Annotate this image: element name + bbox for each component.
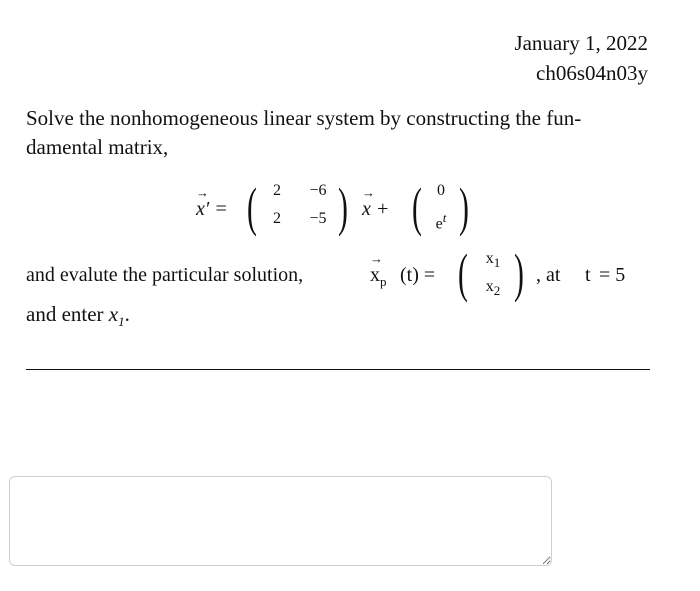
instruction-prefix: and evalute the particular solution,	[26, 264, 304, 286]
matrix-left-paren: (	[247, 177, 257, 237]
vector-x2-sub: 2	[493, 283, 501, 299]
forcing-exponent: t	[442, 210, 447, 225]
matrix-cell-21: 2	[273, 210, 281, 227]
final-instruction	[26, 300, 130, 336]
t-var: t	[585, 264, 591, 286]
matrix-cell-11: 2	[273, 182, 281, 199]
final-var	[108, 302, 125, 330]
instruction-line	[26, 243, 666, 304]
xp-text: → x	[370, 264, 380, 287]
final-end: .	[124, 302, 130, 326]
problem-intro	[26, 104, 651, 162]
vector-left-paren: (	[458, 243, 468, 303]
system-equation	[0, 178, 700, 242]
vector-x1-sub: 1	[493, 255, 501, 271]
problem-code: ch06s04n03y	[536, 61, 648, 85]
matrix-right-paren: )	[338, 177, 348, 237]
vector-right-paren: )	[514, 243, 524, 303]
matrix-cell-12: −6	[309, 182, 327, 199]
final-var-text: x	[108, 302, 119, 326]
xp-subscript: p	[380, 274, 387, 289]
forcing-cell-1: 0	[437, 182, 445, 199]
vector-x1-var: x	[485, 250, 494, 267]
vector-x2	[475, 278, 511, 299]
intro-text: Solve the nonhomogeneous linear system by constructing the fun- damental matrix,	[26, 106, 582, 159]
xp-symbol	[370, 264, 387, 290]
forcing-left-paren: (	[412, 177, 422, 237]
forcing-base: e	[435, 215, 443, 233]
xp-arg: (t) =	[400, 264, 436, 286]
divider	[26, 369, 650, 370]
vector-x1	[475, 250, 511, 271]
forcing-cell-2	[423, 210, 459, 233]
final-var-sub: 1	[118, 314, 125, 330]
x-plus-text: → x +	[362, 198, 389, 221]
answer-input[interactable]	[9, 476, 552, 566]
date-text: January 1, 2022	[514, 31, 648, 55]
lhs-text: → x′ =	[196, 198, 228, 221]
final-prefix: and enter	[26, 302, 104, 326]
x-plus-term	[362, 198, 389, 221]
matrix-cell-22: −5	[309, 210, 327, 227]
lhs-term	[196, 198, 228, 221]
header	[514, 28, 648, 88]
t-value: = 5	[599, 264, 626, 286]
forcing-right-paren: )	[459, 177, 469, 237]
vector-x2-var: x	[485, 278, 494, 295]
at-text: , at	[536, 264, 561, 286]
